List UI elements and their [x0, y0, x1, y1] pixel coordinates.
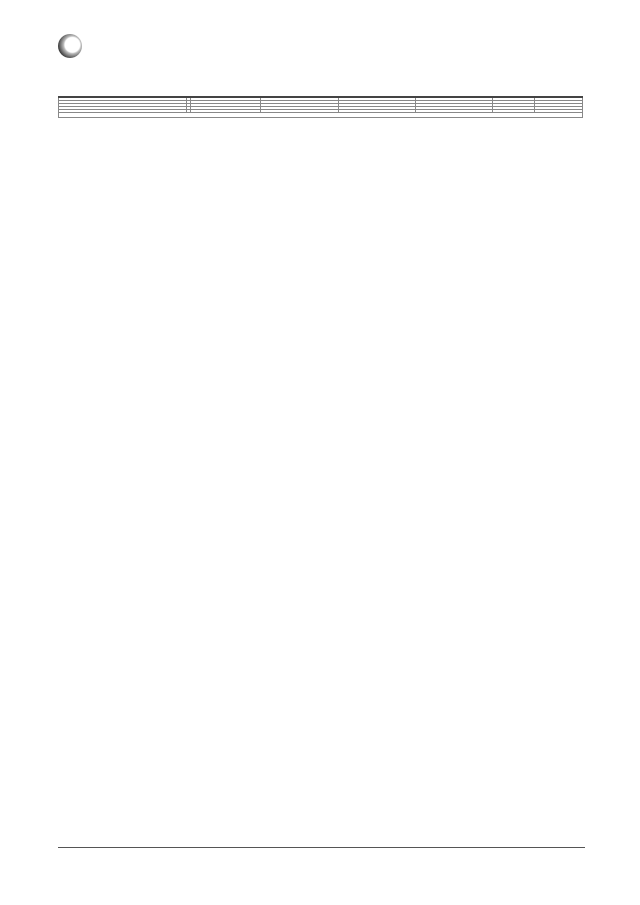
company-logo: [58, 34, 86, 58]
logo-swirl-icon: [58, 34, 82, 58]
results-table: [58, 96, 583, 118]
footer-divider: [58, 847, 585, 848]
mu-note: [59, 113, 583, 118]
table-note-row: [59, 113, 583, 118]
